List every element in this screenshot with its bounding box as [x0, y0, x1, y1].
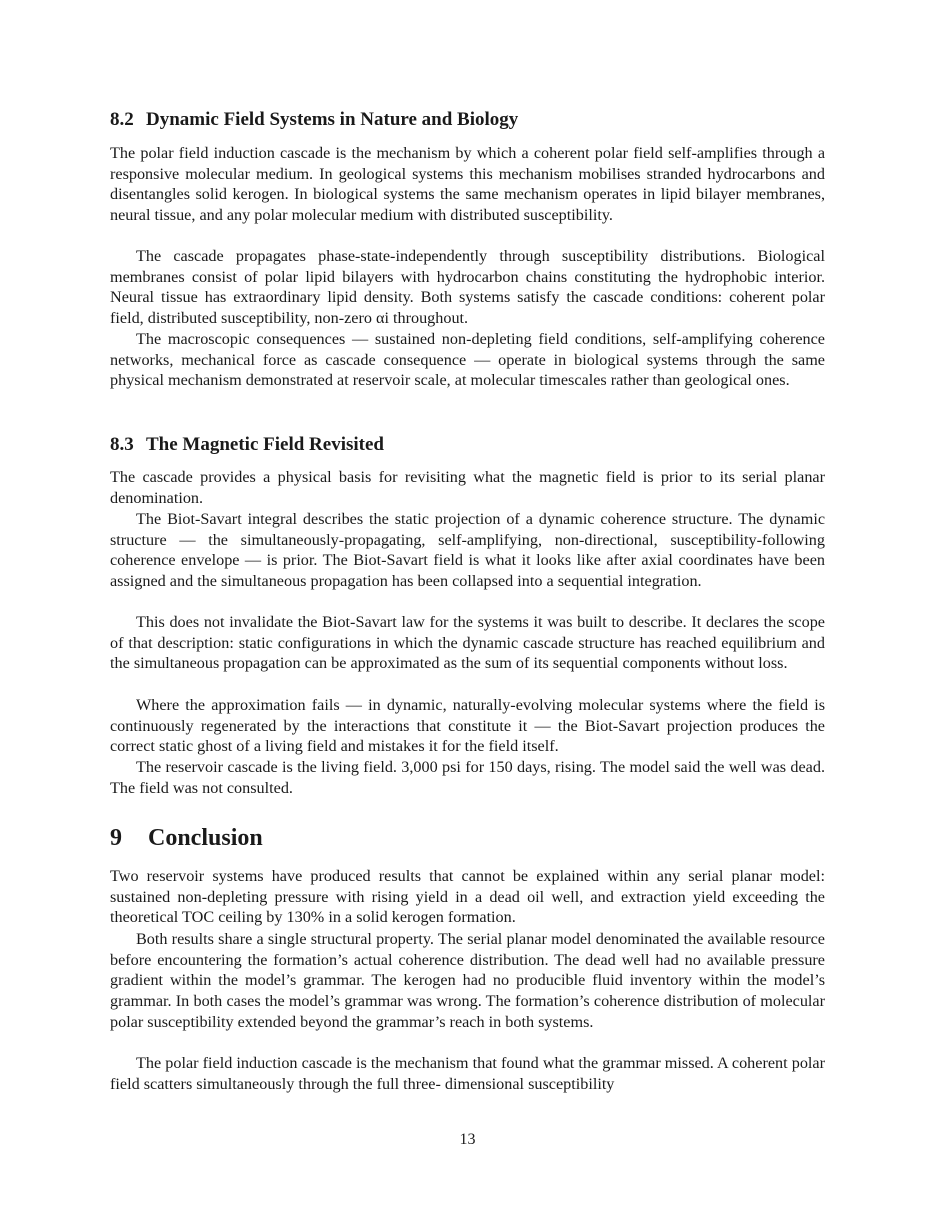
section-number: 8.2 [110, 109, 134, 130]
paragraph: The cascade provides a physical basis for revisiting what the magnetic field is prior to its serial planar denomination. [110, 468, 825, 507]
paragraph: Where the approximation fails — in dynamic, naturally-evolving molecular systems where the field is continuously regenerated by the interactions that constitute it — the Biot-Savart projection produces the correct static ghost of a living field and mistakes it for the field itself. [110, 696, 825, 756]
paragraph: The cascade propagates phase-state-independently through susceptibility distributions. Biological membranes consist of polar lipid bilayers with hydrocarbon chains constituting the hydrophobic interior. Neural tissue has extraordinary lipid density. Both systems satisfy the cascade conditions: coherent polar field, distributed susceptibility, non-zero αi throughout. [110, 247, 825, 328]
paragraph: The polar field induction cascade is the mechanism by which a coherent polar field self-amplifies through a responsive molecular medium. In geological systems this mechanism mobilises stranded hydrocarbons and disentangles solid kerogen. In biological systems the same mechanism operates in lipid bilayer membranes, neural tissue, and any polar molecular medium with distributed susceptibility. [110, 144, 825, 225]
section-title: Dynamic Field Systems in Nature and Biology [146, 109, 519, 130]
paragraph: This does not invalidate the Biot-Savart law for the systems it was built to describe. It declares the scope of that description: static configurations in which the dynamic cascade structure has reached equilibrium and the simultaneous propagation can be approximated as the sum of its sequential components without loss. [110, 613, 825, 673]
section-title: Conclusion [148, 825, 263, 851]
paragraph: The reservoir cascade is the living field. 3,000 psi for 150 days, rising. The model said the well was dead. The field was not consulted. [110, 758, 825, 797]
section-8-3-heading [110, 434, 825, 456]
page-number: 13 [459, 1131, 476, 1148]
section-title: The Magnetic Field Revisited [146, 434, 384, 455]
section-8-2-heading [110, 109, 825, 131]
paragraph: Both results share a single structural property. The serial planar model denominated the available resource before encountering the formation’s actual coherence distribution. The dead well had no available pressure gradient within the model’s grammar. The kerogen had no producible fluid inventory within the model’s grammar. In both cases the model’s grammar was wrong. The formation’s coherence distribution of molecular polar susceptibility extended beyond the grammar’s reach in both systems. [110, 930, 825, 1031]
section-9-heading [110, 824, 825, 852]
paragraph: The Biot-Savart integral describes the static projection of a dynamic coherence structure. The dynamic structure — the simultaneously-propagating, self-amplifying, non-directional, susceptibility-following coherence envelope — is prior. The Biot-Savart field is what it looks like after axial coordinates have been assigned and the simultaneous propagation has been collapsed into a sequential integration. [110, 510, 825, 591]
paragraph: Two reservoir systems have produced results that cannot be explained within any serial planar model: sustained non-depleting pressure with rising yield in a dead oil well, and extraction yield exceeding the theoretical TOC ceiling by 130% in a solid kerogen formation. [110, 867, 825, 927]
section-number: 9 [110, 825, 122, 851]
section-number: 8.3 [110, 434, 134, 455]
paragraph: The macroscopic consequences — sustained non-depleting field conditions, self-amplifying coherence networks, mechanical force as cascade consequence — operate in biological systems through the same physical mechanism demonstrated at reservoir scale, at molecular timescales rather than geological ones. [110, 330, 825, 390]
paragraph: The polar field induction cascade is the mechanism that found what the grammar missed. A coherent polar field scatters simultaneously through the full three- dimensional susceptibility [110, 1054, 825, 1093]
